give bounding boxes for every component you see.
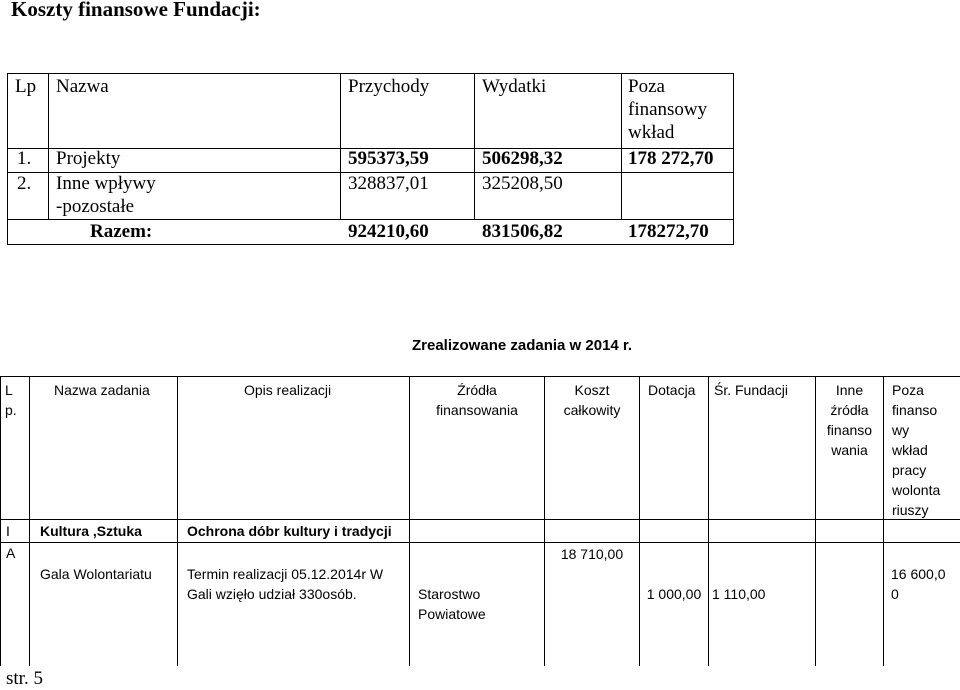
row1-expenses: 506298,32: [482, 148, 563, 169]
row1-income: 595373,59: [348, 148, 429, 169]
section-name: Kultura ,Sztuka: [40, 523, 142, 539]
row-extra-1: 16 600,0: [891, 566, 946, 582]
row2-name-2: -pozostałe: [56, 196, 135, 217]
hdr-name: Nazwa zadania: [54, 382, 150, 398]
row-sources-1: Starostwo: [418, 586, 481, 602]
row2-expenses: 325208,50: [482, 173, 563, 194]
header-extra-1: Poza: [628, 76, 665, 97]
hdr-other-3: finanso: [826, 422, 873, 438]
row-extra-2: 0: [891, 586, 899, 602]
header-income: Przychody: [348, 76, 430, 97]
document-title: Koszty finansowe Fundacji:: [11, 0, 261, 21]
row-desc-2: Gali wzięło udział 330osób.: [187, 586, 357, 602]
row2-name: Inne wpływy: [56, 173, 156, 194]
hdr-extra-7: riuszy: [892, 502, 929, 518]
page-number: str. 5: [6, 668, 43, 689]
total-income: 924210,60: [348, 221, 429, 242]
hdr-sources-1: Źródła: [457, 382, 497, 398]
row-own: 1 110,00: [712, 586, 766, 602]
header-extra-3: wkład: [628, 122, 675, 143]
hdr-extra-2: finanso: [892, 402, 938, 418]
total-label: Razem:: [90, 221, 153, 242]
row2-income: 328837,01: [348, 173, 429, 194]
hdr-grant: Dotacja: [648, 382, 696, 398]
tasks-title: Zrealizowane zadania w 2014 r.: [412, 337, 633, 354]
row1-lp: 1.: [17, 148, 32, 169]
row1-extra: 178 272,70: [628, 148, 714, 169]
header-expenses: Wydatki: [482, 76, 547, 97]
hdr-other-4: wania: [831, 442, 868, 458]
row-sources-2: Powiatowe: [418, 606, 486, 622]
hdr-extra-3: wy: [892, 422, 910, 438]
hdr-desc: Opis realizacji: [244, 382, 332, 398]
header-lp: Lp: [15, 76, 37, 97]
hdr-extra-6: wolonta: [892, 482, 941, 498]
total-extra: 178272,70: [628, 221, 709, 242]
hdr-own: Śr. Fundacji: [714, 382, 788, 398]
row-grant: 1 000,00: [646, 586, 702, 602]
hdr-sources-2: finansowania: [436, 402, 518, 418]
tasks-table: [0, 376, 960, 676]
hdr-other-2: źródła: [830, 402, 869, 418]
row-desc-1: Termin realizacji 05.12.2014r W: [187, 566, 384, 582]
hdr-other-1: Inne: [835, 382, 864, 398]
section-roman: I: [6, 523, 10, 539]
total-expenses: 831506,82: [482, 221, 563, 242]
finance-table: [7, 73, 734, 245]
section-desc: Ochrona dóbr kultury i tradycji: [187, 523, 392, 539]
row-lp: A: [6, 545, 16, 561]
hdr-cost-1: Koszt: [574, 382, 610, 398]
row-name: Gala Wolontariatu: [40, 566, 152, 582]
hdr-lp-1: L: [5, 382, 13, 398]
hdr-extra-4: wkład: [892, 442, 928, 458]
hdr-cost-2: całkowity: [563, 402, 621, 418]
row-cost: 18 710,00: [560, 546, 624, 562]
hdr-lp-2: p.: [5, 402, 17, 418]
header-name: Nazwa: [56, 76, 109, 97]
hdr-extra-1: Poza: [892, 382, 924, 398]
row2-lp: 2.: [17, 173, 32, 194]
row1-name: Projekty: [56, 148, 121, 169]
hdr-extra-5: pracy: [892, 462, 927, 478]
header-extra-2: finansowy: [628, 99, 708, 120]
